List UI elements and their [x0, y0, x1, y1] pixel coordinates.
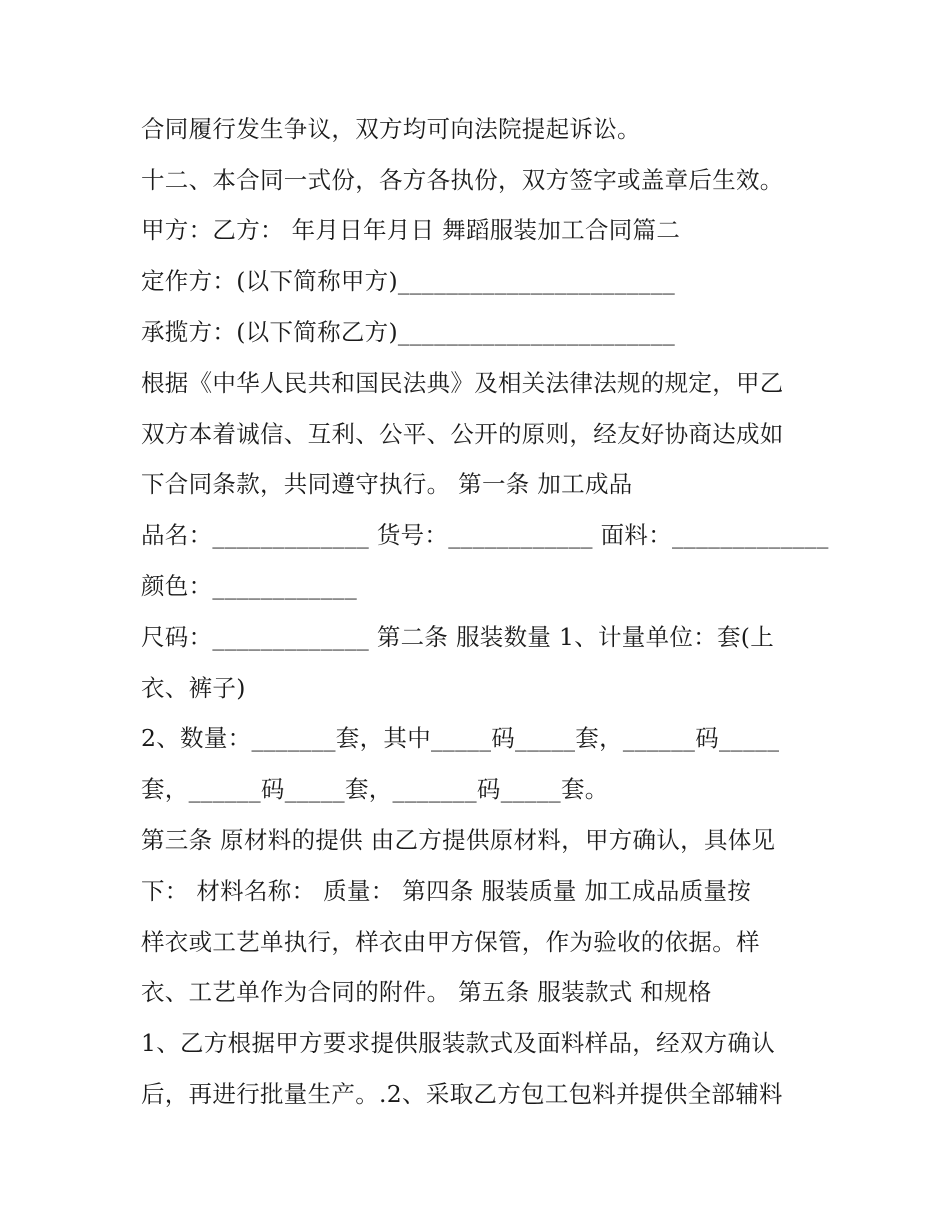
- text-line: 定作方：(以下简称甲方)_______________________: [141, 267, 676, 295]
- text-line: 双方本着诚信、互利、公平、公开的原则，经友好协商达成如: [141, 420, 784, 448]
- text-line: 颜色：____________: [141, 572, 357, 600]
- text-line: 套，______码_____套，_______码_____套。: [141, 775, 609, 803]
- text-line: 衣、工艺单作为合同的附件。 第五条 服装款式 和规格: [141, 978, 712, 1006]
- text-line: 1、乙方根据甲方要求提供服装款式及面料样品，经双方确认: [141, 1029, 776, 1057]
- text-line: 根据《中华人民共和国民法典》及相关法律法规的规定，甲乙: [141, 369, 784, 397]
- text-line: 下合同条款，共同遵守执行。 第一条 加工成品: [141, 470, 633, 498]
- text-line: 品名：_____________ 货号：____________ 面料：_____________: [141, 521, 829, 549]
- text-line: 甲方：乙方： 年月日年月日 舞蹈服装加工合同篇二: [141, 216, 681, 244]
- text-line: 后，再进行批量生产。.2、采取乙方包工包料并提供全部辅料: [141, 1080, 783, 1108]
- text-line: 第三条 原材料的提供 由乙方提供原材料，甲方确认，具体见: [141, 826, 776, 854]
- text-line: 下： 材料名称： 质量： 第四条 服装质量 加工成品质量按: [141, 877, 752, 905]
- text-line: 尺码：_____________ 第二条 服装数量 1、计量单位：套(上: [141, 623, 775, 651]
- text-line: 衣、裤子): [141, 674, 246, 702]
- text-line: 2、数量：_______套，其中_____码_____套，______码_____: [141, 724, 780, 752]
- text-line: 十二、本合同一式份，各方各执份，双方签字或盖章后生效。: [141, 166, 784, 194]
- text-line: 合同履行发生争议，双方均可向法院提起诉讼。: [141, 115, 641, 143]
- text-line: 样衣或工艺单执行，样衣由甲方保管，作为验收的依据。样: [141, 928, 760, 956]
- text-line: 承揽方：(以下简称乙方)_______________________: [141, 318, 676, 346]
